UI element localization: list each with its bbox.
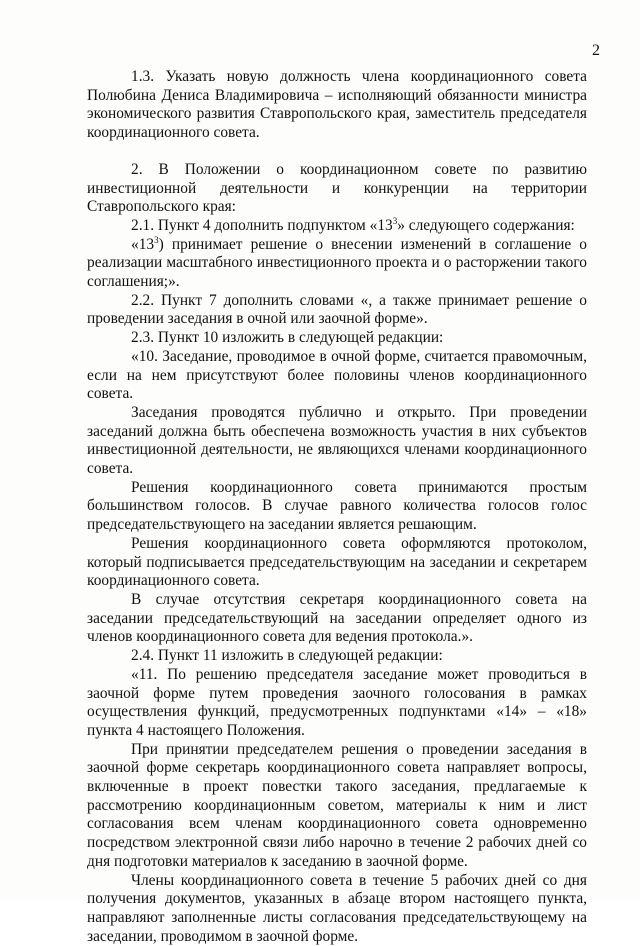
paragraph-13-3 <box>87 236 587 292</box>
paragraph-secretary-absence: В случае отсутствия секретаря координационного совета на заседании председательствующий на заседании определяет одного из членов координационного совета для ведения протокола.». <box>87 590 587 646</box>
paragraph-2: 2. В Положении о координационном совете по развитию инвестиционной деятельности и конкуренции на территории Ставропольского края: <box>87 160 587 216</box>
paragraph-public-sessions: Заседания проводятся публично и открыто. При проведении заседаний должна быть обеспечена возможность участия в них субъектов инвестиционной деятельности, не являющихся членами координационного совета. <box>87 403 587 478</box>
paragraph-2-3: 2.3. Пункт 10 изложить в следующей редакции: <box>131 329 444 347</box>
paragraph-11: «11. По решению председателя заседание может проводиться в заочной форме путем проведения заочного голосования в рамках осуществления функций, предусмотренных подпунктами «14» – «18» пункта 4 настоящего Положения. <box>87 665 587 739</box>
document-body <box>87 68 587 946</box>
paragraph-2-1-pre: 2.1. Пункт 4 дополнить подпунктом «13 <box>131 216 393 234</box>
paragraph-decisions-protocol: Решения координационного совета оформляются протоколом, который подписывается председательствующим на заседании и секретарем координационного совета. <box>87 534 587 590</box>
paragraph-2-1-superscript: 3 <box>392 215 398 226</box>
paragraph-13-3-post: ) принимает решение о внесении изменений в соглашение о реализации масштабного инвестиционного проекта и о расторжении такого соглашения;». <box>87 235 587 291</box>
paragraph-members-response: Члены координационного совета в течение 5 рабочих дней со дня получения документов, указанных в абзаце втором настоящего пункта, направляют заполненные листы согласования председательствующему на заседании, проводимом в заочной форме. <box>87 871 587 945</box>
paragraph-10: «10. Заседание, проводимое в очной форме, считается правомочным, если на нем присутствуют более половины членов координационного совета. <box>87 347 587 403</box>
page-number: 2 <box>592 42 600 59</box>
paragraph-13-3-pre: «13 <box>131 235 155 253</box>
paragraph-2-1 <box>87 217 587 236</box>
paragraph-absentee-procedure: При принятии председателем решения о проведении заседания в заочной форме секретарь координационного совета направляет вопросы, включенные в проект повестки такого заседания, предлагаемые к рассмотрению координационным советом, материалы к ним и лист согласования всем членам координационного совета одновременно посредством электронной связи либо нарочно в течение 2 рабочих дней со дня подготовки материалов к заседанию в заочной форме. <box>87 740 587 870</box>
paragraph-2-2: 2.2. Пункт 7 дополнить словами «, а также принимает решение о проведении заседания в очной или заочной форме». <box>87 291 587 328</box>
paragraph-1-3: 1.3. Указать новую должность члена координационного совета Полюбина Дениса Владимировича – исполняющий обязанности министра экономического развития Ставропольского края, заместитель председателя координационного совета. <box>87 68 587 142</box>
paragraph-2-1-post: » следующего содержания: <box>397 216 575 234</box>
paragraph-2-4: 2.4. Пункт 11 изложить в следующей редакции: <box>131 647 443 665</box>
paragraph-decisions-majority: Решения координационного совета принимаются простым большинством голосов. В случае равного количества голосов голос председательствующего на заседании является решающим. <box>87 478 587 534</box>
paragraph-13-3-superscript: 3 <box>154 234 159 245</box>
